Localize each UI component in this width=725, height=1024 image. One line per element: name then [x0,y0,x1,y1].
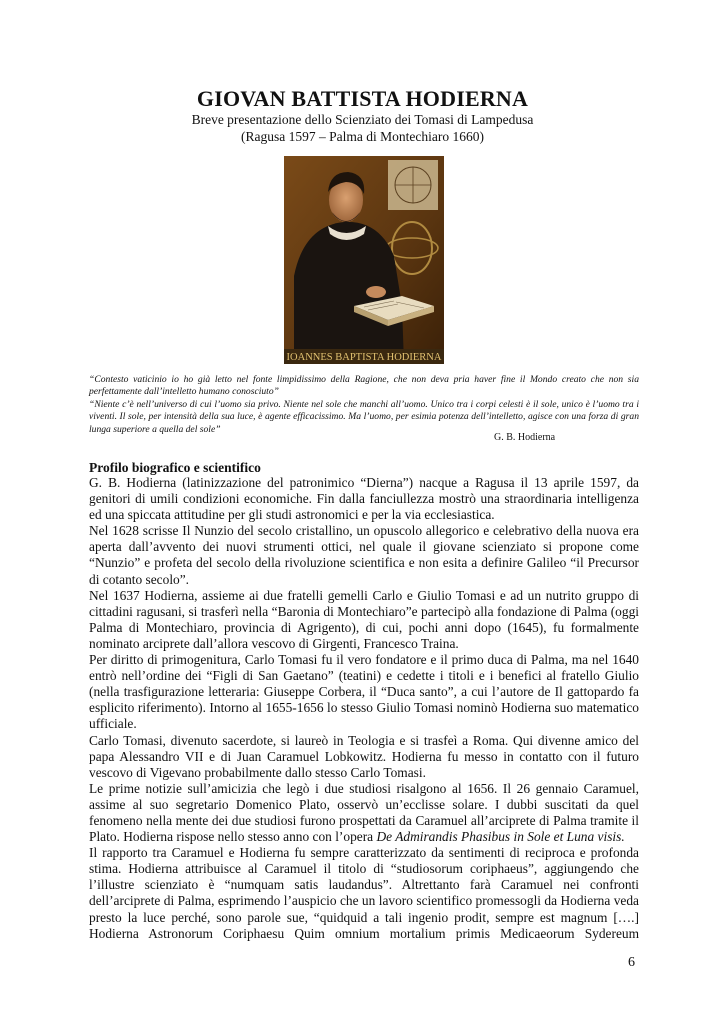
paragraph: Il rapporto tra Caramuel e Hodierna fu sempre caratterizzato da sentimenti di reciproca e profonda stima. Hodierna attribuisce al Caramuel il titolo di “studiosorum coriphaeus”, aggiungendo che l’illustre scienziato è “numquam satis laudandus”. Altrettanto farà Caramuel nei confronti dell’arciprete di Palma, esprimendo l’auspicio che un lavoro scientifico promessogli da Hodierna veda presto la luce perché, sono parole sue, “quidquid a tali ingenio prodit, sempre est magnum [….] Hodierna Astronorum Coriphaesu Quim omnium mortalium primis Medicaeorum Sydereum [89,845,639,941]
paragraph [89,781,639,845]
paragraph: Carlo Tomasi, divenuto sacerdote, si laureò in Teologia e si trasfeì a Roma. Qui divenne amico del papa Alessandro VII e di Juan Caramuel Lobkowitz. Hodierna fu messo in contatto con il futuro vescovo di Vigevano probabilmente dallo stesso Carlo Tomasi. [89,732,639,780]
section-heading: Profilo biografico e scientifico [89,460,261,475]
document-subtitle: Breve presentazione dello Scienziato dei Tomasi di Lampedusa [191,112,534,127]
document-title: GIOVAN BATTISTA HODIERNA [196,86,529,111]
paragraph: Nel 1637 Hodierna, assieme ai due fratelli gemelli Carlo e Giulio Tomasi e ad un nutrito gruppo di cittadini ragusani, si trasferì nella “Baronia di Montechiaro”e partecipò alla fondazione di Palma (oggi Palma di Montechiaro, provincia di Agrigento), di cui, pochi anni dopo (1645), fu formalmente nominato arciprete dall’allora vescovo di Girgenti, Francesco Traina. [89,587,639,651]
portrait-image [284,156,444,364]
biography-text [89,475,639,942]
epigraph-quote [89,374,639,436]
portrait-caption: IOANNES BAPTISTA HODIERNA [286,352,442,363]
book-title: De Admirandis Phasibus in Sole et Luna visis. [376,829,625,845]
quote-line-2: “Niente c’è nell’universo di cui l’uomo sia privo. Niente nel sole che manchi all’uomo. Unico tra i corpi celesti è il sole, unico è l’uomo tra i viventi. Il sole, per intensità della sua luce, è agente efficacissimo. Ma l’uomo, per esimia potenza dell’intelletto, agisce con una forza di gran lunga superiore a quella del sole” [89,398,639,435]
life-dates: (Ragusa 1597 – Palma di Montechiaro 1660) [241,129,484,144]
paragraph: Per diritto di primogenitura, Carlo Tomasi fu il vero fondatore e il primo duca di Palma, ma nel 1640 entrò nell’ordine dei “Figli di San Gaetano” (teatini) e cedette i titoli e i benefici al fratello Giulio (nella trasfigurazione letteraria: Giuseppe Corbera, il “Duca santo”, a cui l’autore de Il gattopardo fa esplicito riferimento). Intorno al 1655-1656 lo stesso Giulio Tomasi nominò Hodierna suo matematico ufficiale. [89,652,639,732]
paragraph: Nel 1628 scrisse Il Nunzio del secolo cristallino, un opuscolo allegorico e celebrativo della nuova era aperta dall’avvento dei nuovi strumenti ottici, nel quale il giovane scienziato si propone come “Nunzio” e profeta del secolo della rivoluzione scientifica e non esita a definire Galileo “il Precursor di cotanto secolo”. [89,523,639,587]
paragraph: G. B. Hodierna (latinizzazione del patronimico “Dierna”) nacque a Ragusa il 13 aprile 1597, da genitori di umili condizioni economiche. Fin dalla fanciullezza mostrò una straordinaria intelligenza ed una spiccata attitudine per gli studi astronomici e per la via ecclesiastica. [89,475,639,523]
paragraph-text: Le prime notizie sull’amicizia che legò i due studiosi risalgono al 1656. Il 26 gennaio Caramuel, assime al suo segretario Domenico Plato, osservò un’ecclisse solare. I dubbi suscitati da quel fenomeno nella mente dei due studiosi furono prospettati da Caramuel all’arciprete di Palma tramite il Plato. Hodierna rispose nello stesso anno con l’opera [89,780,639,845]
quote-line-1: “Contesto vaticinio io ho già letto nel fonte limpidissimo della Ragione, che non deva pria haver fine il Mondo creato che non sia perfettamente dall’intelletto humano conosciuto” [89,374,639,398]
quote-author: G. B. Hodierna [494,432,556,443]
page-number: 6 [628,955,635,970]
